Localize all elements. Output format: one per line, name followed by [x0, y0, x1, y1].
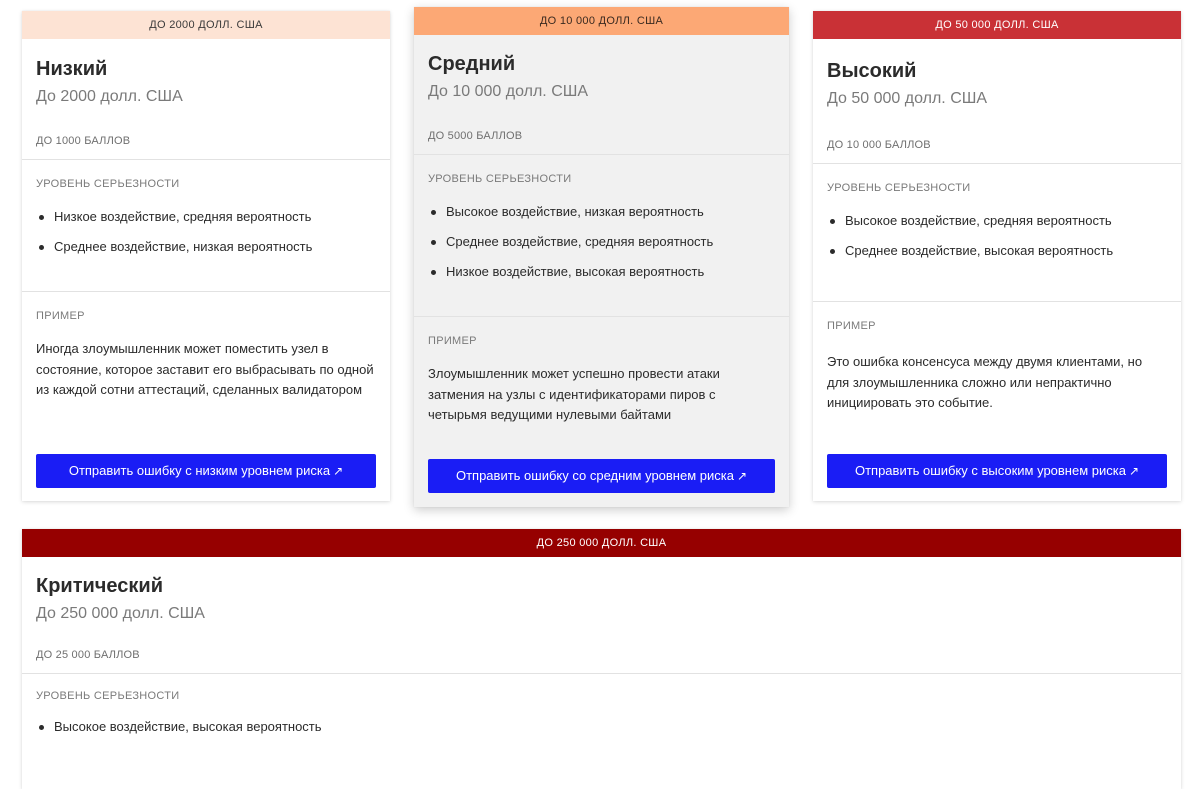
- example-section: [813, 301, 1181, 414]
- card-title: Высокий: [827, 60, 917, 82]
- bounty-card-low: [22, 11, 390, 501]
- severity-label: УРОВЕНЬ СЕРЬЕЗНОСТИ: [36, 690, 180, 702]
- submit-low-bug-button[interactable]: [36, 454, 376, 488]
- severity-item: Высокое воздействие, низкая вероятность: [428, 197, 775, 227]
- external-arrow-icon: ↗: [736, 469, 748, 483]
- severity-list: [827, 206, 1167, 266]
- severity-list: [36, 712, 1167, 742]
- card-title: Низкий: [36, 58, 108, 80]
- card-subtitle: До 250 000 долл. США: [36, 605, 205, 622]
- submit-high-bug-button[interactable]: [827, 454, 1167, 488]
- card-subtitle: До 10 000 долл. США: [428, 83, 589, 100]
- severity-section: [22, 159, 390, 291]
- severity-item: Высокое воздействие, высокая вероятность: [36, 712, 1167, 742]
- submit-medium-bug-button[interactable]: [428, 459, 775, 493]
- example-section: [414, 316, 789, 426]
- button-label: Отправить ошибку с высоким уровнем риска: [854, 463, 1126, 478]
- card-subtitle: До 50 000 долл. США: [827, 90, 988, 107]
- example-text: Злоумышленник может успешно провести атаки затмения на узлы с идентификаторами пиров с четырьмя ведущими нулевыми байтами: [428, 366, 720, 422]
- example-label: ПРИМЕР: [827, 320, 876, 332]
- button-label: Отправить ошибку с низким уровнем риска: [68, 463, 331, 478]
- severity-item: Среднее воздействие, низкая вероятность: [36, 232, 376, 262]
- points-label: ДО 1000 БАЛЛОВ: [36, 135, 131, 147]
- severity-item: Низкое воздействие, средняя вероятность: [36, 202, 376, 232]
- card-title: Критический: [36, 575, 164, 597]
- severity-label: УРОВЕНЬ СЕРЬЕЗНОСТИ: [827, 182, 971, 194]
- severity-list: [428, 197, 775, 287]
- bounty-card-medium: [414, 7, 789, 507]
- severity-section: [22, 673, 1181, 742]
- severity-label: УРОВЕНЬ СЕРЬЕЗНОСТИ: [36, 178, 180, 190]
- example-text: Это ошибка консенсуса между двумя клиентами, но для злоумышленника сложно или непрактично инициировать это событие.: [827, 354, 1143, 410]
- points-label: ДО 10 000 БАЛЛОВ: [827, 139, 931, 151]
- severity-item: Высокое воздействие, средняя вероятность: [827, 206, 1167, 236]
- card-banner: ДО 2000 ДОЛЛ. США: [22, 11, 390, 39]
- bounty-card-critical: [22, 529, 1181, 789]
- severity-section: [414, 154, 789, 316]
- severity-label: УРОВЕНЬ СЕРЬЕЗНОСТИ: [428, 173, 572, 185]
- severity-item: Среднее воздействие, средняя вероятность: [428, 227, 775, 257]
- button-label: Отправить ошибку со средним уровнем риска: [455, 468, 734, 483]
- external-arrow-icon: ↗: [1128, 464, 1140, 478]
- points-label: ДО 25 000 БАЛЛОВ: [36, 649, 140, 661]
- example-text: Иногда злоумышленник может поместить узел в состояние, которое заставит его выбрасывать по одной из каждой сотни аттестаций, сделанных валидатором: [36, 341, 374, 397]
- severity-item: Среднее воздействие, высокая вероятность: [827, 236, 1167, 266]
- example-label: ПРИМЕР: [428, 335, 477, 347]
- example-section: [22, 291, 390, 401]
- severity-list: [36, 202, 376, 262]
- points-label: ДО 5000 БАЛЛОВ: [428, 130, 523, 142]
- card-subtitle: До 2000 долл. США: [36, 88, 183, 105]
- card-banner: ДО 250 000 ДОЛЛ. США: [22, 529, 1181, 557]
- card-banner: ДО 10 000 ДОЛЛ. США: [414, 7, 789, 35]
- example-label: ПРИМЕР: [36, 310, 85, 322]
- severity-item: Низкое воздействие, высокая вероятность: [428, 257, 775, 287]
- card-banner: ДО 50 000 ДОЛЛ. США: [813, 11, 1181, 39]
- card-title: Средний: [428, 53, 516, 75]
- bounty-card-high: [813, 11, 1181, 501]
- external-arrow-icon: ↗: [333, 464, 344, 478]
- severity-section: [813, 163, 1181, 301]
